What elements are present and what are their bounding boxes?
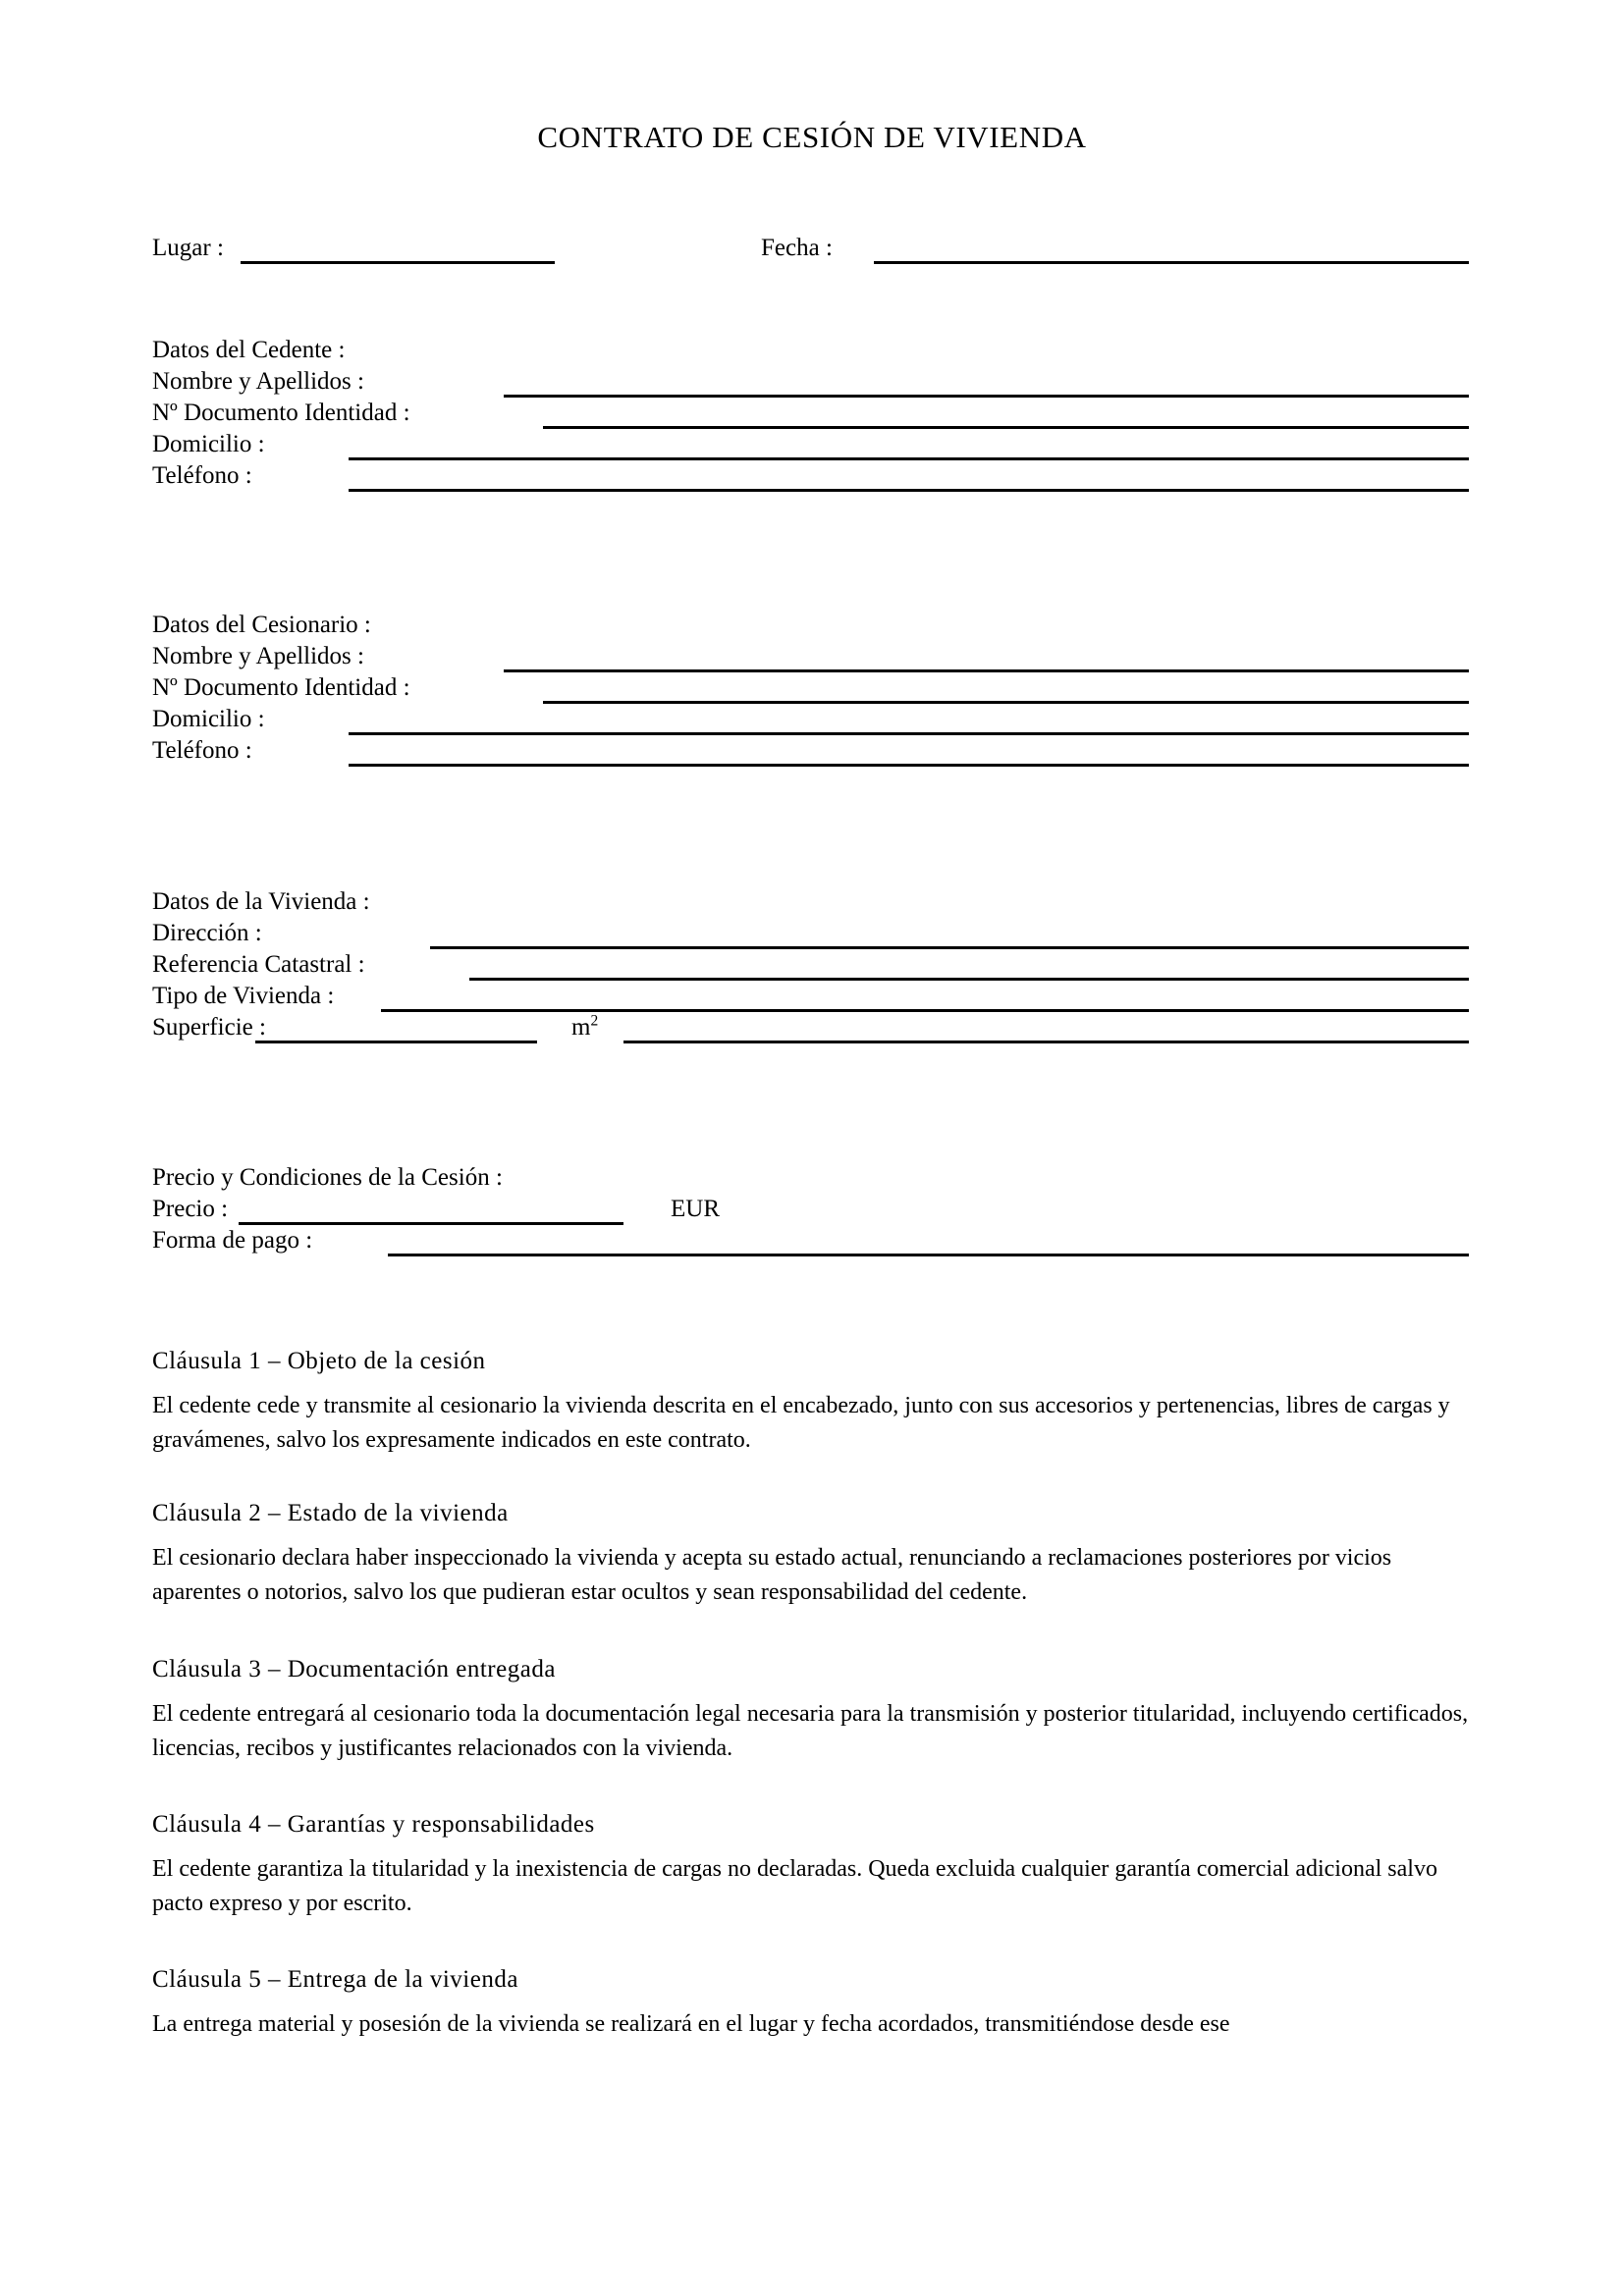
field-row-cedente-domicilio xyxy=(152,430,1488,463)
field-input-vivienda-direccion[interactable] xyxy=(430,946,1469,949)
section-label-vivienda: Datos de la Vivienda : xyxy=(152,888,370,915)
field-row-vivienda-referencia xyxy=(152,950,1488,984)
unit-square-meters: $m^2$ xyxy=(571,1012,599,1041)
section-label-precio-condiciones: Precio y Condiciones de la Cesión : xyxy=(152,1164,503,1191)
field-input-cedente-nombre[interactable] xyxy=(504,395,1469,398)
field-label-cedente-nombre: Nombre y Apellidos : xyxy=(152,368,364,395)
clause-body-2: El cesionario declara haber inspeccionado la vivienda y acepta su estado actual, renunciando a reclamaciones posteriores por vicios aparentes o notorios, salvo los que pudieran estar ocultos y sean responsabilidad del cedente. xyxy=(152,1545,1392,1605)
field-row-forma-pago xyxy=(152,1226,1488,1259)
field-input-cedente-documento[interactable] xyxy=(543,426,1469,429)
clause-body-1: El cedente cede y transmite al cesionario la vivienda descrita en el encabezado, junto con sus accesorios y pertenencias, libres de cargas y gravámenes, salvo los expresamente indicados en este contrato. xyxy=(152,1393,1450,1453)
field-input-fecha[interactable] xyxy=(874,261,1469,264)
field-label-vivienda-direccion: Dirección : xyxy=(152,920,262,946)
field-row-cesionario-documento xyxy=(152,673,1488,707)
field-input-cesionario-domicilio[interactable] xyxy=(349,732,1469,735)
clause-heading-3: Cláusula 3 – Documentación entregada xyxy=(152,1656,556,1682)
field-input-vivienda-tipo[interactable] xyxy=(381,1009,1469,1012)
field-row-cesionario-telefono xyxy=(152,736,1488,770)
field-row-cedente-nombre xyxy=(152,367,1488,400)
field-input-vivienda-superficie[interactable] xyxy=(255,1041,537,1043)
field-row-cedente-documento xyxy=(152,399,1488,432)
field-label-vivienda-referencia: Referencia Catastral : xyxy=(152,951,365,978)
field-row-vivienda-tipo xyxy=(152,982,1488,1015)
field-label-cedente-telefono: Teléfono : xyxy=(152,462,252,489)
field-input-cesionario-documento[interactable] xyxy=(543,701,1469,704)
clause-body-3: El cedente entregará al cesionario toda la documentación legal necesaria para la transmisión y posterior titularidad, incluyendo certificados, licencias, recibos y justificantes relacionados con la vivienda. xyxy=(152,1701,1469,1761)
field-row-cedente-telefono xyxy=(152,461,1488,495)
clause-body-4: El cedente garantiza la titularidad y la inexistencia de cargas no declaradas. Queda excluida cualquier garantía comercial adicional salvo pacto expreso y por escrito. xyxy=(152,1856,1437,1916)
field-label-fecha: Fecha : xyxy=(761,235,833,261)
field-label-cedente-documento: Nº Documento Identidad : xyxy=(152,400,410,426)
field-row-vivienda-superficie xyxy=(152,1013,1488,1046)
field-label-cesionario-telefono: Teléfono : xyxy=(152,737,252,764)
field-row-vivienda-direccion xyxy=(152,919,1488,952)
field-input-lugar[interactable] xyxy=(241,261,555,264)
clause-body-5: La entrega material y posesión de la vivienda se realizará en el lugar y fecha acordados, transmitiéndose desde ese xyxy=(152,2011,1230,2037)
field-row-precio xyxy=(152,1195,1488,1228)
field-input-vivienda-superficie-extra[interactable] xyxy=(623,1041,1469,1043)
clause-heading-2: Cláusula 2 – Estado de la vivienda xyxy=(152,1500,509,1526)
field-row-lugar-fecha xyxy=(152,234,1488,267)
field-label-cesionario-documento: Nº Documento Identidad : xyxy=(152,674,410,701)
field-label-vivienda-superficie: Superficie : xyxy=(152,1014,266,1041)
field-label-cedente-domicilio: Domicilio : xyxy=(152,431,265,457)
field-input-vivienda-referencia[interactable] xyxy=(469,978,1469,981)
field-input-forma-pago[interactable] xyxy=(388,1254,1469,1256)
section-label-cedente: Datos del Cedente : xyxy=(152,337,346,363)
field-row-cesionario-nombre xyxy=(152,642,1488,675)
field-label-forma-pago: Forma de pago : xyxy=(152,1227,313,1254)
section-label-cesionario: Datos del Cesionario : xyxy=(152,612,371,638)
field-input-cesionario-nombre[interactable] xyxy=(504,669,1469,672)
field-input-cesionario-telefono[interactable] xyxy=(349,764,1469,767)
field-label-cesionario-domicilio: Domicilio : xyxy=(152,706,265,732)
field-label-cesionario-nombre: Nombre y Apellidos : xyxy=(152,643,364,669)
clause-heading-1: Cláusula 1 – Objeto de la cesión xyxy=(152,1348,486,1374)
field-input-cedente-telefono[interactable] xyxy=(349,489,1469,492)
field-row-cesionario-domicilio xyxy=(152,705,1488,738)
field-input-cedente-domicilio[interactable] xyxy=(349,457,1469,460)
currency-label-eur: EUR xyxy=(671,1196,720,1222)
field-input-precio[interactable] xyxy=(239,1222,623,1225)
field-label-lugar: Lugar : xyxy=(152,235,224,261)
field-label-vivienda-tipo: Tipo de Vivienda : xyxy=(152,983,335,1009)
clause-heading-4: Cláusula 4 – Garantías y responsabilidades xyxy=(152,1811,595,1838)
field-label-precio: Precio : xyxy=(152,1196,229,1222)
page-title: CONTRATO DE CESIÓN DE VIVIENDA xyxy=(537,120,1087,154)
clause-heading-5: Cláusula 5 – Entrega de la vivienda xyxy=(152,1966,518,1993)
